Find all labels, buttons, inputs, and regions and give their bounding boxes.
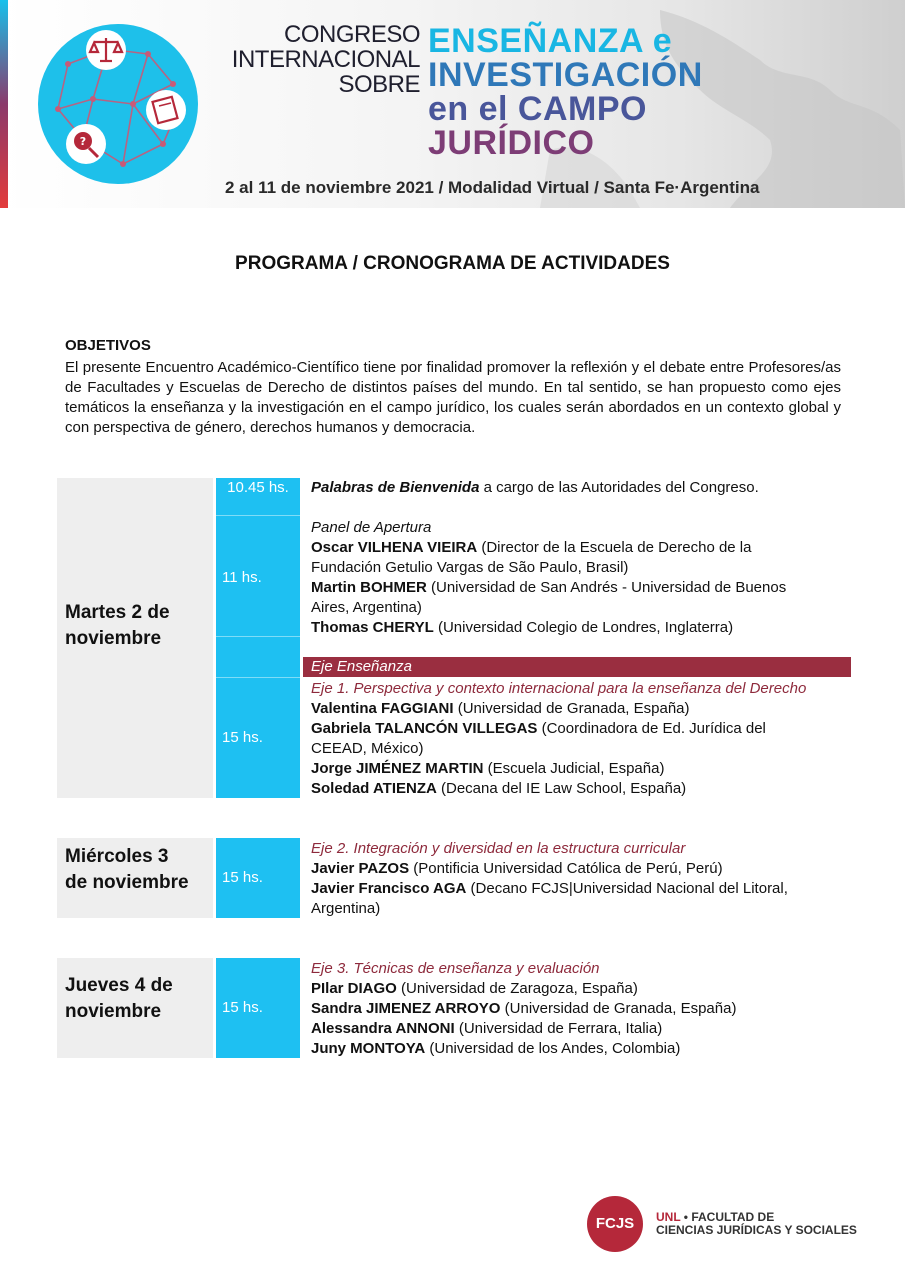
speaker-line: Martin BOHMER (Universidad de San Andrés - Universidad de Buenos [311, 579, 787, 596]
time-slot: 11 hs. [222, 569, 262, 586]
speaker-line: Juny MONTOYA (Universidad de los Andes, Colombia) [311, 1040, 681, 1057]
time-slot: 15 hs. [222, 999, 263, 1016]
objectives-text: El presente Encuentro Académico-Científico tiene por finalidad promover la reflexión y el debate entre Profesores/as de Facultades y Escuelas de Derecho de distintos países del mundo. En tal sentido, se han propuesto como ejes temáticos la enseñanza y la investigación en el campo jurídico, los cuales serán abordados en un contexto global y con perspectiva de género, derechos humanos y democracia. [65, 359, 841, 436]
axis-title: Eje 3. Técnicas de enseñanza y evaluación [311, 960, 600, 977]
page-title: PROGRAMA / CRONOGRAMA DE ACTIVIDADES [235, 253, 670, 274]
speaker-line: Javier PAZOS (Pontificia Universidad Católica de Perú, Perú) [311, 860, 723, 877]
book-icon [146, 90, 186, 130]
congress-label: CONGRESO INTERNACIONAL SOBRE [231, 21, 420, 98]
speaker-line: Alessandra ANNONI (Universidad de Ferrara, Italia) [311, 1020, 663, 1037]
time-divider [216, 677, 300, 678]
svg-text:?: ? [79, 135, 87, 148]
time-slot: 15 hs. [222, 869, 263, 886]
scales-icon [86, 30, 126, 70]
fcjs-logo: FCJS [587, 1196, 643, 1252]
network-logo [38, 24, 198, 184]
congress-dates: 2 al 11 de noviembre 2021 / Modalidad Virtual / Santa Fe·Argentina [225, 178, 760, 197]
header-banner [0, 0, 905, 208]
time-divider [216, 636, 300, 637]
speaker-line-cont: Fundación Getulio Vargas de São Paulo, Brasil) [311, 559, 629, 576]
speaker-line: Valentina FAGGIANI (Universidad de Granada, España) [311, 700, 690, 717]
speaker-line: Jorge JIMÉNEZ MARTIN (Escuela Judicial, España) [311, 760, 665, 777]
banner-accent-edge [0, 0, 8, 208]
speaker-line: Gabriela TALANCÓN VILLEGAS (Coordinadora de Ed. Jurídica del [311, 720, 766, 737]
panel-title: Panel de Apertura [311, 519, 432, 536]
speaker-line-cont: Aires, Argentina) [311, 599, 422, 616]
time-divider [216, 515, 300, 516]
faculty-name: UNL • FACULTAD DE CIENCIAS JURÍDICAS Y SOCIALES [656, 1210, 857, 1237]
time-slot: 15 hs. [222, 729, 263, 746]
speaker-line: Sandra JIMENEZ ARROYO (Universidad de Granada, España) [311, 1000, 737, 1017]
day-label-thursday: Jueves 4 de noviembre [65, 975, 173, 1022]
objectives-heading: OBJETIVOS [65, 337, 151, 354]
speaker-line: Oscar VILHENA VIEIRA (Director de la Escuela de Derecho de la [311, 539, 752, 556]
speaker-line: Javier Francisco AGA (Decano FCJS|Universidad Nacional del Litoral, [311, 880, 788, 897]
day-label-tuesday: Martes 2 de noviembre [65, 602, 170, 649]
speaker-line-cont: CEEAD, México) [311, 740, 424, 757]
axis-banner: Eje Enseñanza [303, 657, 851, 677]
speaker-line: PIlar DIAGO (Universidad de Zaragoza, España) [311, 980, 638, 997]
time-slot: 10.45 hs. [227, 479, 289, 496]
speaker-line: Thomas CHERYL (Universidad Colegio de Londres, Inglaterra) [311, 619, 734, 636]
question-magnifier-icon [66, 124, 106, 164]
welcome-line: Palabras de Bienvenida a cargo de las Autoridades del Congreso. [311, 479, 759, 496]
speaker-line: Soledad ATIENZA (Decana del IE Law School, España) [311, 780, 687, 797]
axis-title: Eje 2. Integración y diversidad en la estructura curricular [311, 840, 686, 857]
congress-title: ENSEÑANZA e INVESTIGACIÓN en el CAMPO JURÍDICO [428, 22, 703, 162]
time-column-tuesday [216, 478, 300, 798]
day-label-wednesday: Miércoles 3 de noviembre [65, 846, 189, 893]
axis-title: Eje 1. Perspectiva y contexto internacional para la enseñanza del Derecho [311, 680, 807, 697]
speaker-line-cont: Argentina) [311, 900, 381, 917]
